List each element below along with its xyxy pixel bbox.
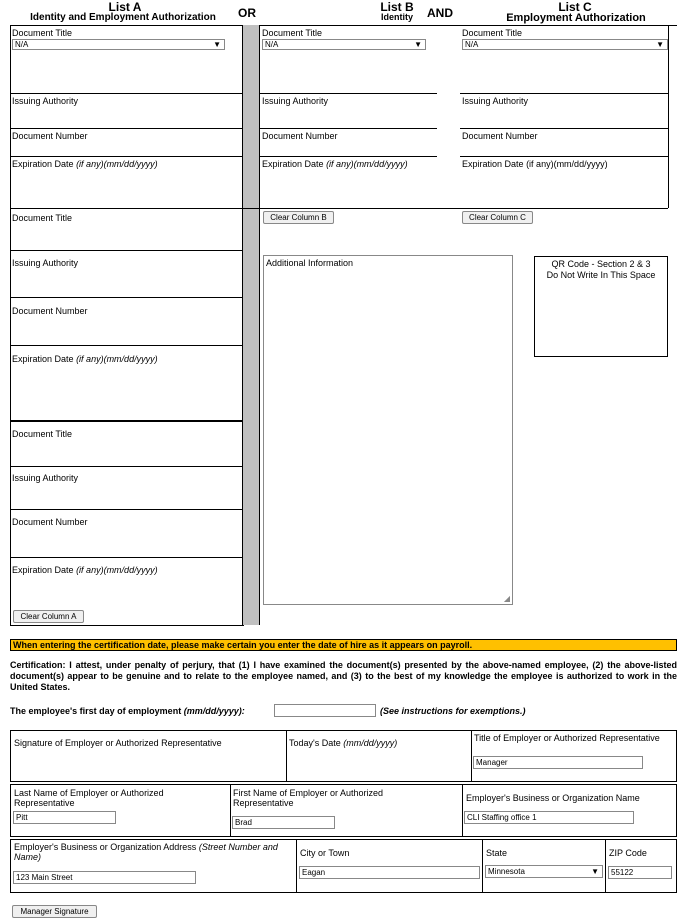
business-name-input[interactable]: CLI Staffing office 1 xyxy=(464,811,634,824)
zip-label: ZIP Code xyxy=(609,848,647,858)
column-separator xyxy=(242,25,260,625)
list-b-doc-title-select[interactable] xyxy=(262,39,426,50)
qr-code-line1: QR Code - Section 2 & 3 xyxy=(551,259,651,269)
list-a3-expiration-label: Expiration Date (if any)(mm/dd/yyyy) xyxy=(12,565,158,575)
top-border xyxy=(10,25,677,26)
city-input[interactable]: Eagan xyxy=(299,866,480,879)
right-border-top xyxy=(668,25,669,208)
list-a-issuing-authority-label: Issuing Authority xyxy=(12,96,79,106)
list-a3-issuing-authority-label: Issuing Authority xyxy=(12,473,79,483)
list-b-title: List B xyxy=(380,0,414,14)
list-a-doc-number-label: Document Number xyxy=(12,131,88,141)
list-a2-expiration-label: Expiration Date (if any)(mm/dd/yyyy) xyxy=(12,354,158,364)
list-a-expiration-label: Expiration Date (if any)(mm/dd/yyyy) xyxy=(12,159,158,169)
dropdown-arrow-icon: ▼ xyxy=(591,867,599,876)
list-b-doc-title-value: N/A xyxy=(265,40,279,49)
last-name-input[interactable]: Pitt xyxy=(13,811,116,824)
list-a2-issuing-authority-label: Issuing Authority xyxy=(12,258,79,268)
list-c-doc-title-label: Document Title xyxy=(462,28,523,38)
list-a2-doc-number-label: Document Number xyxy=(12,306,88,316)
employer-title-label: Title of Employer or Authorized Representative xyxy=(474,733,660,743)
state-value: Minnesota xyxy=(488,867,525,876)
list-c-doc-number-label: Document Number xyxy=(462,131,538,141)
state-select[interactable] xyxy=(485,865,603,878)
dropdown-arrow-icon: ▼ xyxy=(656,40,664,49)
resize-grip-icon: ◢ xyxy=(503,594,510,603)
state-label: State xyxy=(486,848,508,858)
zip-input[interactable]: 55122 xyxy=(608,866,672,879)
list-a3-doc-title-label: Document Title xyxy=(12,429,73,439)
business-name-label: Employer's Business or Organization Name xyxy=(466,793,640,803)
list-c-expiration-label: Expiration Date (if any)(mm/dd/yyyy) xyxy=(462,159,608,169)
address-input[interactable]: 123 Main Street xyxy=(13,871,196,884)
list-a2-doc-title-label: Document Title xyxy=(12,213,73,223)
first-day-label: The employee's first day of employment (mm/dd/yyyy): xyxy=(10,706,245,716)
list-c-doc-title-select[interactable] xyxy=(462,39,668,50)
list-a-doc-title-select[interactable] xyxy=(12,39,225,50)
clear-column-a-button[interactable]: Clear Column A xyxy=(13,610,84,623)
list-b-doc-number-label: Document Number xyxy=(262,131,338,141)
list-b-expiration-label: Expiration Date (if any)(mm/dd/yyyy) xyxy=(262,159,408,169)
city-label: City or Town xyxy=(300,848,350,858)
clear-column-b-button[interactable]: Clear Column B xyxy=(263,211,334,224)
list-a3-doc-number-label: Document Number xyxy=(12,517,88,527)
list-c-doc-title-value: N/A xyxy=(465,40,479,49)
list-a-title: List A xyxy=(108,0,142,14)
certification-date-banner: When entering the certification date, please make certain you enter the date of hire as it appears on payroll. xyxy=(10,639,677,651)
list-a-doc-title-value: N/A xyxy=(15,40,29,49)
list-b-issuing-authority-label: Issuing Authority xyxy=(262,96,329,106)
dropdown-arrow-icon: ▼ xyxy=(414,40,422,49)
list-a-subtitle: Identity and Employment Authorization xyxy=(30,12,216,23)
additional-information-textarea[interactable] xyxy=(263,255,513,605)
manager-signature-button[interactable]: Manager Signature xyxy=(12,905,97,918)
first-day-input[interactable] xyxy=(274,704,376,717)
address-label: Employer's Business or Organization Address (Street Number and Name) xyxy=(14,842,278,862)
list-c-title: List C xyxy=(558,0,592,14)
qr-code-line2: Do Not Write In This Space xyxy=(546,270,656,280)
first-name-input[interactable]: Brad xyxy=(232,816,335,829)
first-name-label: First Name of Employer or Authorized Representative xyxy=(233,788,384,808)
certification-statement: Certification: I attest, under penalty of perjury, that (1) I have examined the document(s) presented by the above-named employee, (2) the above-listed document(s) appear to be genuine and to relate to the employee named, and (3) to the best of my knowledge the employee is authorized to work in the United States. xyxy=(10,660,677,692)
dropdown-arrow-icon: ▼ xyxy=(213,40,221,49)
left-border xyxy=(10,25,11,625)
clear-column-c-button[interactable]: Clear Column C xyxy=(462,211,533,224)
last-name-label: Last Name of Employer or Authorized Representative xyxy=(14,788,164,808)
list-b-doc-title-label: Document Title xyxy=(262,28,323,38)
list-c-issuing-authority-label: Issuing Authority xyxy=(462,96,529,106)
signature-label: Signature of Employer or Authorized Representative xyxy=(14,738,222,748)
list-a-doc-title-label: Document Title xyxy=(12,28,73,38)
todays-date-label: Today's Date (mm/dd/yyyy) xyxy=(289,738,398,748)
qr-code-box xyxy=(534,256,668,357)
first-day-note: (See instructions for exemptions.) xyxy=(380,706,526,716)
list-c-subtitle: Employment Authorization xyxy=(506,12,646,24)
and-label: AND xyxy=(427,6,453,20)
additional-information-label: Additional Information xyxy=(266,258,354,268)
or-label: OR xyxy=(238,6,256,20)
list-b-subtitle: Identity xyxy=(380,12,413,22)
employer-title-input[interactable]: Manager xyxy=(473,756,643,769)
